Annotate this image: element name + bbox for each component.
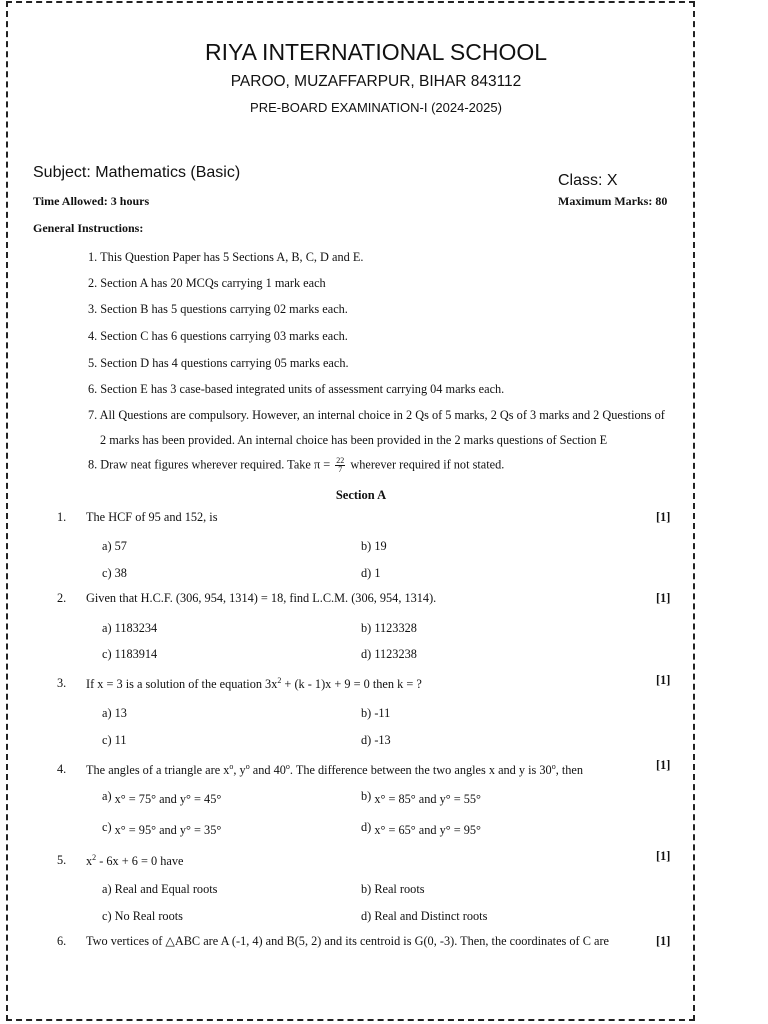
degree-mark: o — [285, 762, 290, 771]
exponent: 2 — [92, 853, 97, 862]
fraction-numerator: 22 — [336, 456, 345, 465]
option-text: x° = 85° and y° = 55° — [374, 792, 481, 806]
exam-title: PRE-BOARD EXAMINATION-I (2024-2025) — [250, 100, 502, 115]
option: d) 1123238 — [361, 647, 417, 661]
option: a) 57 — [102, 539, 127, 553]
question-text: Two vertices of △ABC are A (-1, 4) and B(5, 2) and its centroid is G(0, -3). Then, the coordinates of C are — [86, 934, 609, 948]
question-text-part: The angles of a triangle are x — [86, 763, 230, 778]
option: d) -13 — [361, 733, 391, 747]
question-text-part: , y — [233, 763, 246, 778]
option: a) 13 — [102, 706, 127, 720]
instruction-item: 5. Section D has 4 questions carrying 05 marks each. — [88, 356, 349, 370]
option-letter: c) — [102, 820, 115, 834]
option: c) 11 — [102, 733, 127, 747]
question-marks: [1] — [656, 934, 671, 948]
option — [102, 789, 222, 807]
question-text-part: . The difference between the two angles x and y is 30 — [289, 763, 552, 778]
exponent: 2 — [277, 676, 282, 685]
option: c) 38 — [102, 566, 127, 580]
option: b) -11 — [361, 706, 391, 720]
option-text: x° = 65° and y° = 95° — [374, 823, 481, 837]
option — [361, 820, 481, 838]
school-address: PAROO, MUZAFFARPUR, BIHAR 843112 — [230, 73, 522, 90]
instruction-item: 7. All Questions are compulsory. However, an internal choice in 2 Qs of 5 marks, 2 Qs of 3 marks and 2 Questions of — [88, 408, 665, 422]
option: d) 1 — [361, 566, 381, 580]
question-text-part: - 6x + 6 = 0 have — [96, 854, 184, 869]
question-text — [86, 676, 422, 692]
option-text: x° = 75° and y° = 45° — [114, 792, 222, 806]
instruction-item: 4. Section C has 6 questions carrying 03 marks each. — [88, 329, 348, 343]
question-number: 3. — [57, 676, 67, 690]
question-marks: [1] — [656, 849, 671, 863]
option: b) 19 — [361, 539, 387, 553]
question-text-part: and 40 — [249, 763, 286, 778]
question-text-part: x — [86, 854, 93, 869]
option: c) 1183914 — [102, 647, 158, 661]
instruction-text: 8. Draw neat figures wherever required. Take π = — [88, 457, 334, 472]
question-number: 5. — [57, 853, 67, 867]
question-text-part: If x = 3 is a solution of the equation 3x — [86, 677, 278, 692]
time-allowed: Time Allowed: 3 hours — [33, 194, 150, 208]
question-text: Given that H.C.F. (306, 954, 1314) = 18, find L.C.M. (306, 954, 1314). — [86, 591, 437, 605]
instruction-item-continued: 2 marks has been provided. An internal choice has been provided in the 2 marks questions of Section E — [100, 433, 608, 447]
option: d) Real and Distinct roots — [361, 909, 488, 923]
option-text: x° = 95° and y° = 35° — [114, 823, 222, 837]
class-label: Class: X — [558, 172, 618, 189]
question-number: 6. — [57, 934, 67, 948]
instruction-text: wherever required if not stated. — [347, 457, 505, 472]
instruction-item: 1. This Question Paper has 5 Sections A, B, C, D and E. — [88, 250, 364, 264]
question-marks: [1] — [656, 510, 671, 524]
instruction-item: 6. Section E has 3 case-based integrated units of assessment carrying 04 marks each. — [88, 382, 505, 396]
question-text — [86, 853, 183, 869]
subject-label: Subject: Mathematics (Basic) — [33, 164, 241, 181]
option: a) Real and Equal roots — [102, 882, 218, 896]
option-letter: b) — [361, 789, 375, 803]
question-text-part: + (k - 1)x + 9 = 0 then k = ? — [281, 677, 422, 692]
instruction-item: 2. Section A has 20 MCQs carrying 1 mark each — [88, 276, 326, 290]
option: c) No Real roots — [102, 909, 183, 923]
maximum-marks: Maximum Marks: 80 — [558, 194, 668, 208]
question-number: 1. — [57, 510, 67, 524]
option-letter: a) — [102, 789, 115, 803]
question-marks: [1] — [656, 591, 671, 605]
instruction-item — [88, 457, 504, 474]
pi-fraction — [335, 457, 345, 474]
option: b) Real roots — [361, 882, 425, 896]
question-text-part: , then — [555, 763, 584, 778]
general-instructions-heading: General Instructions: — [33, 221, 144, 235]
degree-mark: o — [551, 762, 556, 771]
degree-mark: o — [229, 762, 234, 771]
option: a) 1183234 — [102, 621, 158, 635]
question-marks: [1] — [656, 673, 671, 687]
section-heading: Section A — [335, 488, 387, 502]
degree-mark: o — [245, 762, 250, 771]
question-marks: [1] — [656, 758, 671, 772]
question-number: 4. — [57, 762, 67, 776]
option — [361, 789, 481, 807]
option-letter: d) — [361, 820, 375, 834]
option: b) 1123328 — [361, 621, 417, 635]
option — [102, 820, 222, 838]
question-number: 2. — [57, 591, 67, 605]
fraction-denominator: 7 — [338, 465, 343, 474]
question-text — [86, 762, 583, 778]
instruction-item: 3. Section B has 5 questions carrying 02 marks each. — [88, 302, 348, 316]
school-name: RIYA INTERNATIONAL SCHOOL — [204, 39, 548, 65]
question-text: The HCF of 95 and 152, is — [86, 510, 218, 524]
